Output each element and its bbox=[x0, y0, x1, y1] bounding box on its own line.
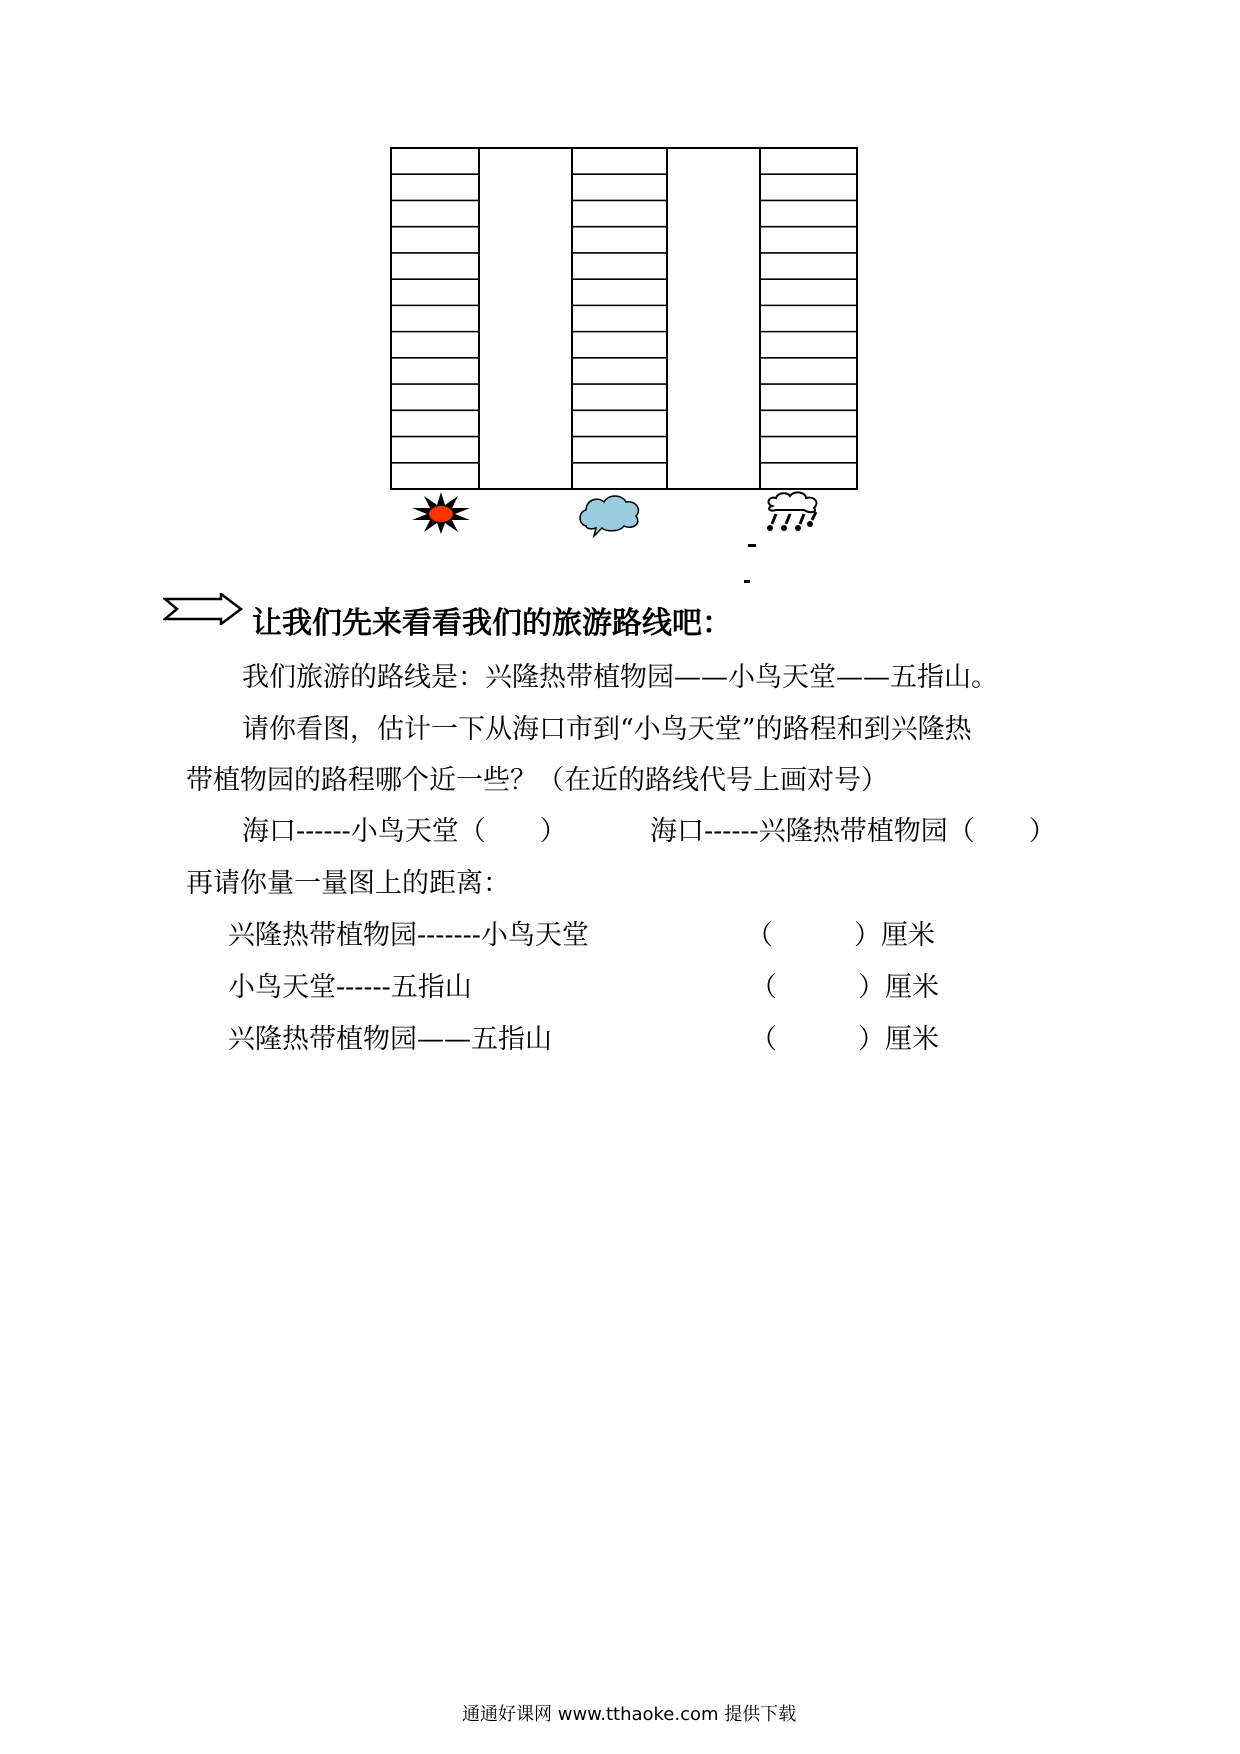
question-line-1: 请你看图，估计一下从海口市到“小鸟天堂”的路程和到兴隆热 bbox=[242, 714, 972, 745]
footer-credit: 通通好课网 www.tthaoke.com 提供下载 bbox=[462, 1704, 797, 1725]
cloud-icon bbox=[576, 490, 644, 540]
measurement-label: 小鸟天堂------五指山 bbox=[228, 972, 472, 1003]
measure-prompt: 再请你量一量图上的距离： bbox=[186, 868, 510, 899]
blank-grid-table bbox=[390, 147, 860, 492]
stray-mark bbox=[748, 544, 756, 547]
sun-icon bbox=[408, 490, 474, 536]
stray-mark bbox=[744, 580, 750, 583]
option-haikou-xinglong: 海口------兴隆热带植物园（ ） bbox=[650, 816, 1056, 847]
measurement-blank: （ ）厘米 bbox=[750, 1024, 939, 1055]
measurement-label: 兴隆热带植物园——五指山 bbox=[228, 1024, 552, 1055]
question-line-2: 带植物园的路程哪个近一些？（在近的路线代号上画对号） bbox=[186, 765, 888, 796]
rain-icon bbox=[758, 490, 832, 534]
option-haikou-bird-paradise: 海口------小鸟天堂（ ） bbox=[242, 816, 567, 847]
route-paragraph: 我们旅游的路线是：兴隆热带植物园——小鸟天堂——五指山。 bbox=[242, 662, 998, 693]
measurement-blank: （ ）厘米 bbox=[746, 920, 935, 951]
measurement-blank: （ ）厘米 bbox=[750, 972, 939, 1003]
measurement-label: 兴隆热带植物园-------小鸟天堂 bbox=[228, 920, 589, 951]
arrow-icon bbox=[163, 593, 243, 625]
section-title: 让我们先来看看我们的旅游路线吧： bbox=[252, 606, 732, 641]
